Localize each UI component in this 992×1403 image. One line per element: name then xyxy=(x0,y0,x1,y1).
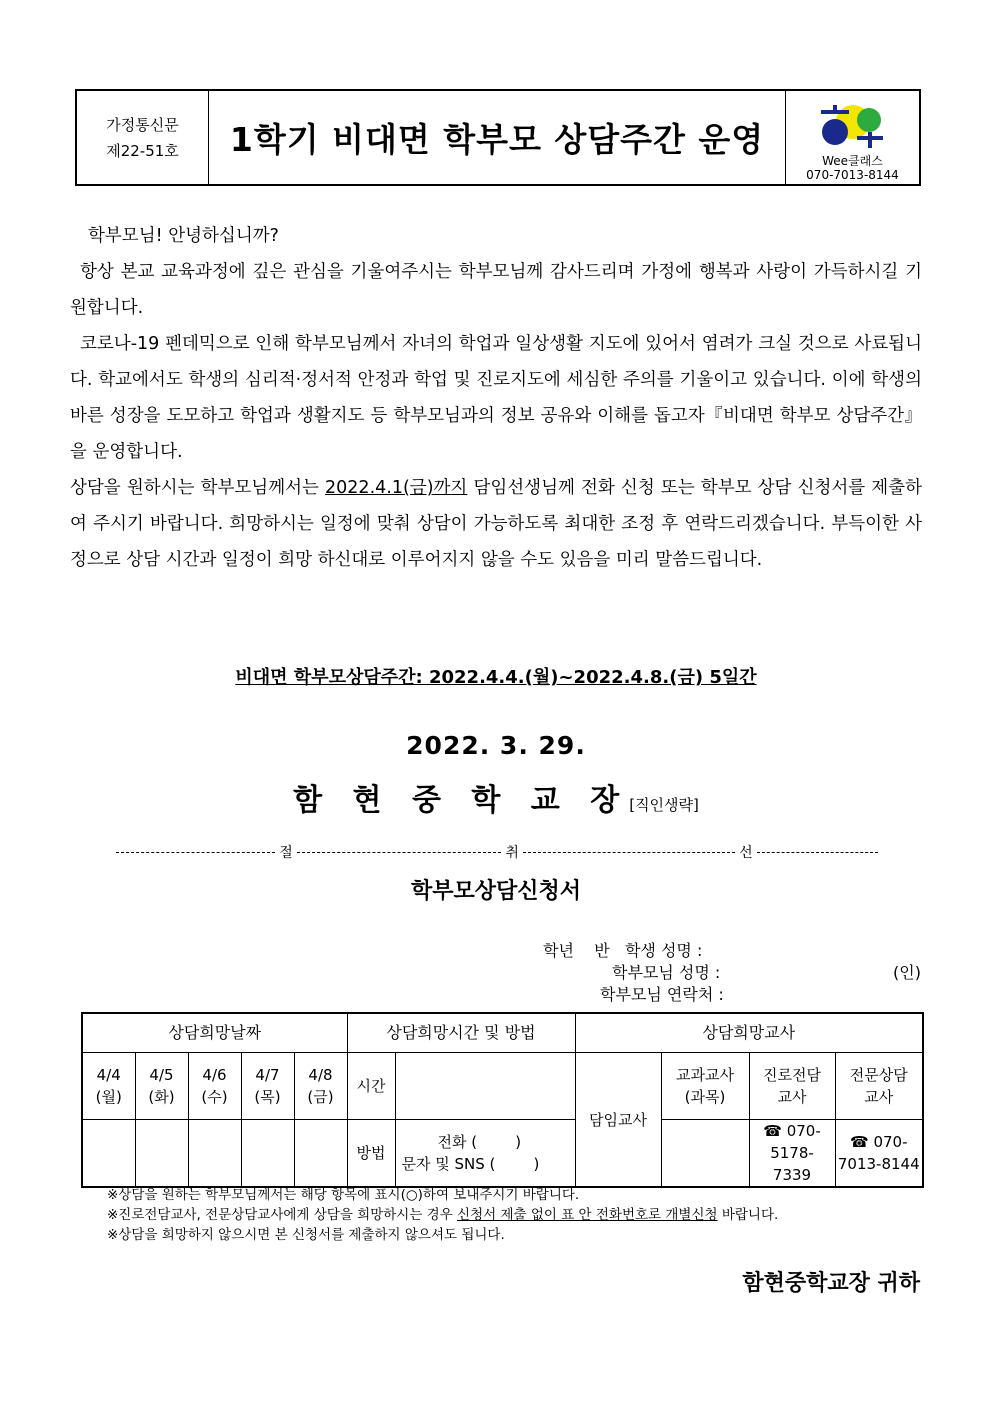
paragraph-2: 코로나-19 펜데믹으로 인해 학부모님께서 자녀의 학업과 일상생활 지도에 있어서 염려가 크실 것으로 사료됩니다. 학교에서도 학생의 심리적·정서적 안정과 학업 및 진로지도에 세심한 주의를 기울이고 있습니다. 이에 학생의 바른 성장을 도모하고 학업과 생활지도 등 학부모님과의 정보 공유와 이해를 돕고자『비대면 학부모 상담주간』을 운영합니다. xyxy=(70,334,922,462)
wee-class-name: Wee클래스 xyxy=(822,154,883,168)
form-title: 학부모상담신청서 xyxy=(410,879,582,904)
day-date: 4/7 xyxy=(255,1066,280,1084)
cut-dash xyxy=(523,852,735,853)
seal-mark: (인) xyxy=(893,963,921,982)
seal-note: [직인생략] xyxy=(629,796,699,814)
note-2-post: 바랍니다. xyxy=(717,1207,779,1223)
career-phone xyxy=(749,1120,835,1188)
paragraph-3-pre: 상담을 원하시는 학부모님께서는 xyxy=(70,478,326,498)
subject-teacher-sub: (과목) xyxy=(684,1088,726,1106)
principal-signature xyxy=(0,775,992,819)
counsel-teacher xyxy=(835,1053,923,1120)
note-3: ※상담을 희망하지 않으시면 본 신청서를 제출하지 않으셔도 됩니다. xyxy=(107,1227,505,1243)
counsel-phone xyxy=(835,1120,923,1188)
day-date: 4/5 xyxy=(149,1066,174,1084)
wee-class-box xyxy=(785,91,919,184)
header-time-method: 상담희망시간 및 방법 xyxy=(347,1013,575,1053)
subject-teacher xyxy=(661,1053,749,1120)
day-date: 4/6 xyxy=(202,1066,227,1084)
day-check-cell[interactable] xyxy=(241,1120,294,1188)
principal-name: 함 현 중 학 교 장 xyxy=(293,783,630,818)
career-phone-a: ☎ 070- xyxy=(763,1122,821,1140)
method-options[interactable] xyxy=(395,1120,575,1188)
greeting: 학부모님! 안녕하십니까? xyxy=(88,226,279,246)
day-check-cell[interactable] xyxy=(135,1120,188,1188)
note-2-pre: ※진로전담교사, 전문상담교사에게 상담을 희망하시는 경우 xyxy=(107,1207,458,1223)
header-date: 상담희망날짜 xyxy=(82,1013,347,1053)
day-date: 4/8 xyxy=(308,1066,333,1084)
career-teacher-sub: 교사 xyxy=(777,1088,807,1106)
day-cell xyxy=(82,1053,135,1120)
text-sns-option[interactable]: 문자 및 SNS ( ) xyxy=(401,1155,540,1173)
doc-type: 가정통신문 xyxy=(106,115,179,134)
subject-teacher-label: 교과교사 xyxy=(676,1066,734,1084)
note-2 xyxy=(107,1205,778,1225)
day-cell xyxy=(135,1053,188,1120)
header-box xyxy=(75,89,921,186)
day-check-cell[interactable] xyxy=(294,1120,347,1188)
day-cell xyxy=(294,1053,347,1120)
notes xyxy=(107,1185,778,1245)
method-label: 방법 xyxy=(347,1120,395,1188)
paragraph-3-post: 담임선생님께 전화 신청 또는 학부모 상담 신청서를 제출하여 주시기 바랍니다. 희망하시는 일정에 맞춰 상담이 가능하도록 최대한 조정 후 연락드리겠습니다. 부득이한 사정으로 상담 시간과 일정이 희망 하신대로 이루어지지 않을 수도 있음을 미리 말씀드립니다. xyxy=(70,478,922,570)
counsel-phone-a: ☎ 070- xyxy=(850,1133,908,1151)
cut-dash xyxy=(297,852,502,853)
consultation-period-text: 비대면 학부모상담주간: 2022.4.4.(월)~2022.4.8.(금) 5일간 xyxy=(235,667,757,688)
time-input-cell[interactable] xyxy=(395,1053,575,1120)
day-cell xyxy=(188,1053,241,1120)
day-weekday: (수) xyxy=(201,1088,228,1106)
student-name-line: 학년 반 학생 성명 : xyxy=(543,941,703,960)
counsel-phone-b: 7013-8144 xyxy=(837,1155,920,1173)
cut-line xyxy=(112,842,882,862)
cut-char-2: 취 xyxy=(505,845,519,861)
career-teacher-label: 진로전담 xyxy=(763,1066,821,1084)
homeroom-teacher[interactable]: 담임교사 xyxy=(575,1053,661,1188)
wee-class-logo-icon xyxy=(813,102,893,152)
subject-teacher-input[interactable] xyxy=(661,1120,749,1188)
counsel-teacher-label: 전문상담 xyxy=(849,1066,908,1084)
day-weekday: (월) xyxy=(95,1088,122,1106)
cut-dash xyxy=(757,852,878,853)
wee-class-phone: 070-7013-8144 xyxy=(806,168,899,182)
paragraph-3 xyxy=(70,470,922,578)
note-1: ※상담을 원하는 학부모님께서는 해당 항목에 표시(○)하여 보내주시기 바랍니다. xyxy=(107,1187,580,1203)
day-check-cell[interactable] xyxy=(82,1120,135,1188)
deadline: 2022.4.1(금)까지 xyxy=(325,478,468,498)
counsel-teacher-sub: 교사 xyxy=(864,1088,894,1106)
day-weekday: (화) xyxy=(148,1088,175,1106)
doc-info xyxy=(77,91,209,184)
header-teacher: 상담희망교사 xyxy=(575,1013,923,1053)
cut-dash xyxy=(116,852,275,853)
addressee: 함현중학교장 귀하 xyxy=(742,1271,920,1296)
time-label: 시간 xyxy=(347,1053,395,1120)
cut-char-3: 선 xyxy=(739,845,753,861)
application-table xyxy=(81,1012,924,1188)
career-teacher xyxy=(749,1053,835,1120)
page-title: 1학기 비대면 학부모 상담주간 운영 xyxy=(229,120,765,159)
letter-body xyxy=(70,218,922,578)
day-cell xyxy=(241,1053,294,1120)
doc-number: 제22-51호 xyxy=(106,141,179,160)
note-2-underlined: 신청서 제출 없이 표 안 전화번호로 개별신청 xyxy=(457,1207,718,1223)
issue-date: 2022. 3. 29. xyxy=(406,731,586,760)
day-weekday: (금) xyxy=(307,1088,334,1106)
day-weekday: (목) xyxy=(254,1088,281,1106)
consultation-period xyxy=(0,663,992,689)
career-phone-b: 5178-7339 xyxy=(770,1144,814,1184)
paragraph-1: 항상 본교 교육과정에 깊은 관심을 기울여주시는 학부모님께 감사드리며 가정에 행복과 사랑이 가득하시길 기원합니다. xyxy=(70,262,922,318)
cut-char-1: 절 xyxy=(279,845,293,861)
day-date: 4/4 xyxy=(96,1066,121,1084)
day-check-cell[interactable] xyxy=(188,1120,241,1188)
parent-contact-line: 학부모님 연락처 : xyxy=(600,985,724,1004)
parent-name-line: 학부모님 성명 : xyxy=(612,963,721,982)
phone-option[interactable]: 전화 ( ) xyxy=(437,1133,522,1151)
